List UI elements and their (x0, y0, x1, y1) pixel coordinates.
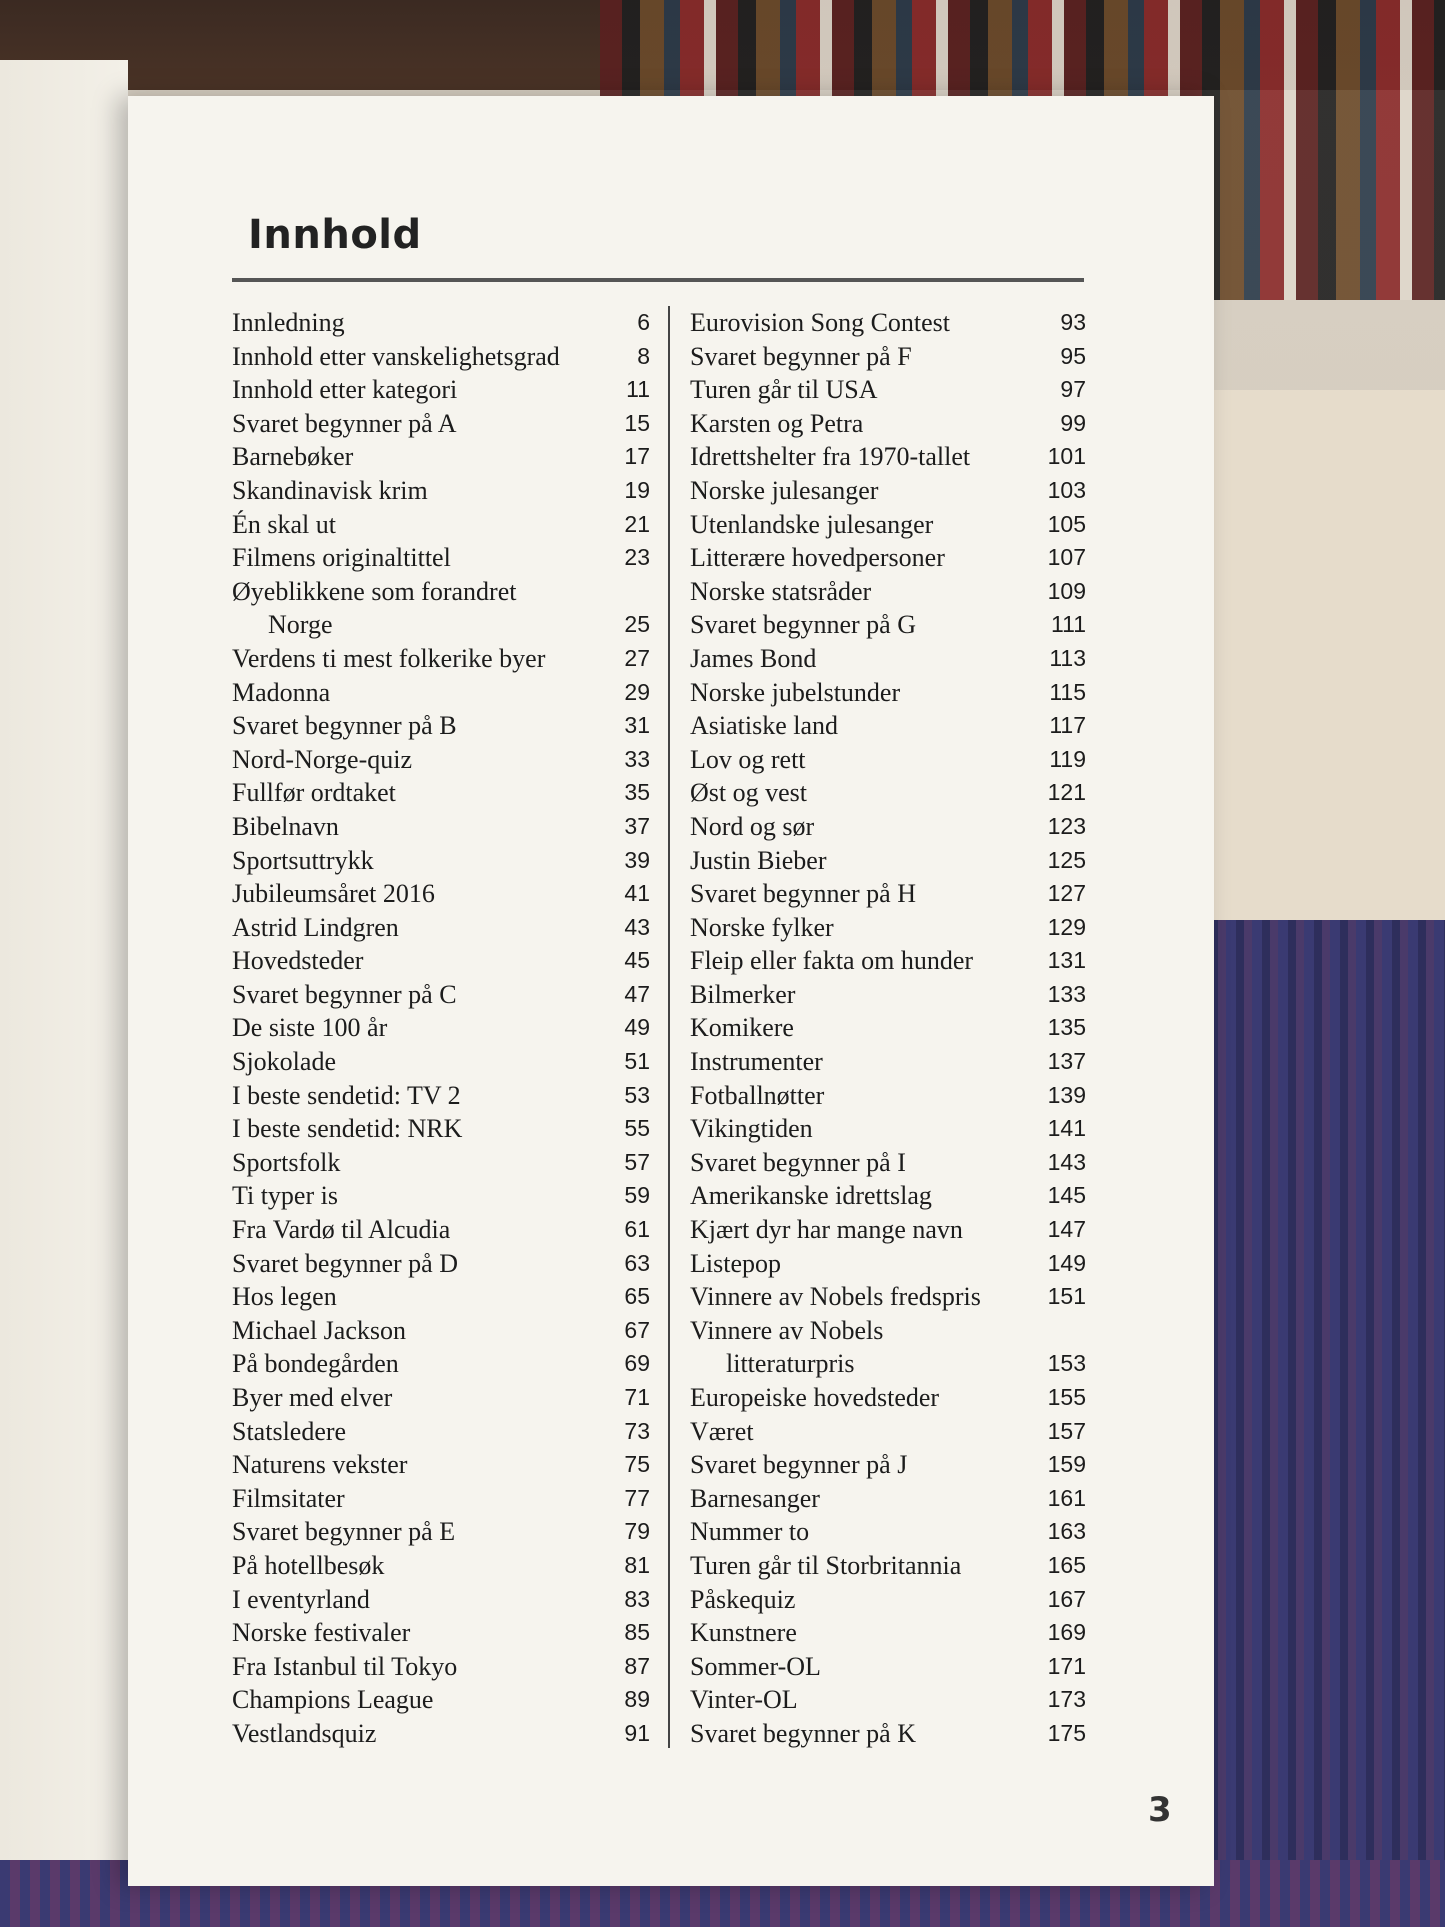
toc-entry-title: Litterære hovedpersoner (690, 543, 945, 573)
toc-entry-page: 77 (624, 1484, 650, 1511)
toc-entry (232, 1146, 650, 1180)
toc-entry-title: Bibelnavn (232, 811, 339, 841)
toc-entry-title: Fra Vardø til Alcudia (232, 1215, 451, 1245)
toc-entry-page: 133 (1047, 980, 1086, 1007)
toc-entry (232, 1179, 650, 1213)
toc-entry (232, 541, 650, 575)
toc-entry-title: Vikingtiden (690, 1114, 813, 1144)
toc-entry-title: På bondegården (232, 1349, 399, 1379)
toc-entry-title: Verdens ti mest folkerike byer (232, 643, 546, 673)
toc-entry-title: Svaret begynner på E (232, 1517, 456, 1547)
toc-entry-page: 67 (624, 1316, 650, 1343)
toc-entry (690, 1717, 1086, 1751)
toc-entry (690, 709, 1086, 743)
toc-entry (690, 340, 1086, 374)
toc-entry (690, 877, 1086, 911)
toc-entry (690, 1314, 1086, 1381)
toc-entry-title: Svaret begynner på I (690, 1147, 906, 1177)
toc-entry-page: 57 (624, 1148, 650, 1175)
toc-entry-page: 117 (1049, 712, 1086, 739)
toc-entry-title: Innhold etter vanskelighetsgrad (232, 341, 560, 371)
toc-entry-title: Astrid Lindgren (232, 912, 399, 942)
toc-entry (232, 676, 650, 710)
toc-entry-page: 135 (1047, 1014, 1086, 1041)
toc-entry-title: Svaret begynner på J (690, 1450, 908, 1480)
toc-entry (690, 642, 1086, 676)
toc-entry-page: 93 (1060, 309, 1086, 335)
toc-entry (232, 978, 650, 1012)
toc-entry-title: Øyeblikkene som forandret (232, 576, 517, 606)
toc-entry (690, 508, 1086, 542)
toc-entry-title: Sjokolade (232, 1047, 336, 1077)
toc-entry-page: 109 (1047, 577, 1086, 604)
toc-entry (232, 911, 650, 945)
toc-entry-page: 37 (624, 812, 650, 839)
toc-entry-page: 83 (624, 1585, 650, 1612)
toc-entry (232, 340, 650, 374)
toc-entry-title: Asiatiske land (690, 711, 839, 741)
toc-entry-title: Europeiske hovedsteder (690, 1383, 940, 1412)
toc-entry (690, 676, 1086, 710)
toc-entry-title: Svaret begynner på D (232, 1248, 458, 1278)
toc-entry-page: 121 (1047, 779, 1086, 806)
toc-entry (232, 1045, 650, 1079)
toc-entry-page: 79 (624, 1518, 650, 1545)
toc-entry-page: 159 (1047, 1451, 1086, 1478)
toc-entry-page: 151 (1047, 1283, 1086, 1310)
toc-entry (690, 1179, 1086, 1213)
toc-entry (232, 1683, 650, 1717)
toc-entry-title: Kjært dyr har mange navn (690, 1215, 963, 1245)
toc-entry-title: Fullfør ordtaket (232, 778, 396, 808)
toc-entry-title: Barnesanger (690, 1483, 820, 1513)
toc-entry-title: Jubileumsåret 2016 (232, 879, 435, 909)
toc-entry-page: 27 (624, 644, 650, 671)
toc-entry-title: Instrumenter (690, 1047, 823, 1077)
toc-entry-title: Vestlandsquiz (232, 1718, 377, 1748)
toc-entry-title: Turen går til USA (690, 375, 878, 405)
toc-entry-title: Komikere (690, 1013, 794, 1043)
toc-entry (690, 810, 1086, 844)
toc-entry (232, 810, 650, 844)
toc-entry-page: 53 (624, 1081, 650, 1108)
toc-entry-page: 173 (1047, 1686, 1086, 1713)
toc-entry (232, 1112, 650, 1146)
toc-entry (690, 1415, 1086, 1449)
toc-entry-title: I beste sendetid: TV 2 (232, 1080, 461, 1110)
toc-entry (232, 1616, 650, 1650)
toc-entry-page: 73 (624, 1417, 650, 1444)
toc-entry-page: 139 (1047, 1081, 1086, 1108)
toc-entry-page: 29 (624, 678, 650, 705)
toc-entry (690, 1011, 1086, 1045)
toc-entry-title: På hotellbesøk (232, 1550, 385, 1580)
toc-entry-page: 17 (624, 443, 650, 470)
toc-entry (690, 978, 1086, 1012)
toc-entry-page: 41 (624, 880, 650, 907)
toc-entry (232, 776, 650, 810)
toc-entry (232, 508, 650, 542)
toc-entry-page: 175 (1047, 1719, 1086, 1746)
toc-entry-page: 91 (624, 1719, 650, 1746)
toc-entry-title: Svaret begynner på G (690, 610, 916, 640)
toc-entry-title: Svaret begynner på K (690, 1718, 916, 1748)
toc-entry-page: 8 (637, 342, 650, 369)
toc-entry-title: Norske festivaler (232, 1618, 411, 1648)
toc-entry-page: 15 (624, 409, 650, 436)
toc-entry-title: I eventyrland (232, 1584, 370, 1614)
toc-entry (232, 1314, 650, 1348)
toc-entry-title: Sommer-OL (690, 1651, 821, 1681)
toc-entry-title: Skandinavisk krim (232, 475, 428, 505)
toc-entry (232, 474, 650, 508)
toc-entry (232, 575, 650, 642)
toc-entry-title: Én skal ut (232, 509, 336, 539)
toc-entry-page: 65 (624, 1283, 650, 1310)
toc-entry-page: 127 (1047, 880, 1086, 907)
toc-entry-page: 161 (1047, 1484, 1086, 1511)
toc-entry-page: 153 (1047, 1350, 1086, 1377)
toc-entry (232, 1448, 650, 1482)
toc-entry (232, 743, 650, 777)
toc-entry-page: 147 (1047, 1216, 1086, 1243)
toc-entry (690, 474, 1086, 508)
toc-entry (690, 776, 1086, 810)
toc-entry-title: Innledning (232, 308, 345, 337)
toc-entry-title: Fotballnøtter (690, 1080, 825, 1110)
toc-entry (232, 642, 650, 676)
toc-entry-page: 99 (1060, 409, 1086, 436)
toc-entry-page: 6 (637, 309, 650, 335)
toc-entry-title-continued: litteraturpris (726, 1349, 855, 1379)
toc-entry (690, 1213, 1086, 1247)
toc-entry-page: 47 (624, 980, 650, 1007)
toc-entry (232, 306, 650, 340)
toc-entry (232, 1347, 650, 1381)
toc-entry (232, 877, 650, 911)
background-wood-block (1200, 390, 1445, 920)
toc-entry-title: Idrettshelter fra 1970-tallet (690, 442, 971, 472)
toc-entry-title: Nummer to (690, 1517, 810, 1547)
page-title: Innhold (248, 212, 422, 258)
toc-entry-page: 157 (1047, 1417, 1086, 1444)
toc-entry-title: Svaret begynner på C (232, 979, 457, 1009)
toc-entry-title: Naturens vekster (232, 1450, 408, 1480)
toc-entry-title: Utenlandske julesanger (690, 509, 934, 539)
toc-entry (690, 743, 1086, 777)
toc-entry-title: Lov og rett (690, 744, 806, 774)
toc-entry-title-continued: Norge (268, 610, 333, 640)
toc-entry-page: 95 (1060, 342, 1086, 369)
toc-entry-title: I beste sendetid: NRK (232, 1114, 463, 1144)
toc-entry (690, 541, 1086, 575)
toc-entry (690, 1247, 1086, 1281)
toc-entry (690, 373, 1086, 407)
toc-entry-title: Filmsitater (232, 1483, 345, 1513)
toc-entry-page: 105 (1047, 510, 1086, 537)
toc-entry (690, 608, 1086, 642)
toc-entry-title: Svaret begynner på H (690, 879, 916, 909)
toc-entry (232, 1415, 650, 1449)
toc-entry (232, 1717, 650, 1751)
toc-entry (690, 1448, 1086, 1482)
toc-entry-title: Øst og vest (690, 778, 807, 808)
toc-entry-page: 45 (624, 947, 650, 974)
toc-entry-page: 21 (624, 510, 650, 537)
toc-entry (690, 1280, 1086, 1314)
toc-entry (232, 440, 650, 474)
toc-entry (232, 1515, 650, 1549)
toc-entry (232, 1079, 650, 1113)
toc-entry-page: 87 (624, 1652, 650, 1679)
toc-entry-title: Norske statsråder (690, 576, 872, 606)
toc-entry (232, 1381, 650, 1415)
toc-entry-title: Innhold etter kategori (232, 375, 458, 405)
toc-entry (690, 1381, 1086, 1415)
toc-entry-page: 165 (1047, 1551, 1086, 1578)
toc-entry-title: Barnebøker (232, 442, 354, 472)
toc-entry-page: 85 (624, 1619, 650, 1646)
toc-entry-title: Sportsuttrykk (232, 845, 374, 875)
page-number: 3 (1148, 1790, 1172, 1830)
heading-rule (232, 278, 1084, 282)
toc-entry-page: 143 (1047, 1148, 1086, 1175)
toc-entry-title: James Bond (690, 643, 817, 673)
toc-entry-title: Ti typer is (232, 1181, 338, 1211)
toc-entry-page: 23 (624, 544, 650, 571)
toc-entry-title: Nord-Norge-quiz (232, 744, 413, 774)
toc-entry-page: 145 (1047, 1182, 1086, 1209)
toc-entry-page: 69 (624, 1350, 650, 1377)
toc-entry-title: Svaret begynner på A (232, 408, 457, 438)
toc-entry-page: 155 (1047, 1384, 1086, 1410)
toc-entry-title: Justin Bieber (690, 845, 827, 875)
toc-entry-page: 51 (624, 1048, 650, 1075)
toc-entry-page: 113 (1049, 644, 1086, 671)
toc-entry-page: 141 (1047, 1115, 1086, 1142)
toc-entry-title: Michael Jackson (232, 1315, 407, 1345)
toc-entry-page: 125 (1047, 846, 1086, 873)
toc-entry-title: Hos legen (232, 1282, 337, 1312)
toc-entry (232, 373, 650, 407)
toc-entry (232, 1011, 650, 1045)
toc-entry-title: Norske jubelstunder (690, 677, 901, 707)
background-rug (1200, 920, 1445, 1927)
toc-entry-page: 129 (1047, 913, 1086, 940)
toc-entry-title: Vinnere av Nobels fredspris (690, 1282, 981, 1312)
toc-entry-page: 19 (624, 476, 650, 503)
toc-entry-page: 123 (1047, 812, 1086, 839)
toc-entry (690, 1112, 1086, 1146)
toc-entry-title: De siste 100 år (232, 1013, 388, 1043)
toc-entry-page: 89 (624, 1686, 650, 1713)
toc-entry-page: 33 (624, 745, 650, 772)
toc-entry (690, 844, 1086, 878)
toc-entry-page: 103 (1047, 476, 1086, 503)
toc-entry (232, 709, 650, 743)
column-divider (668, 306, 670, 1748)
toc-entry (232, 1650, 650, 1684)
toc-entry (690, 575, 1086, 609)
toc-entry-title: Champions League (232, 1685, 434, 1715)
toc-entry-title: Statsledere (232, 1416, 347, 1446)
toc-entry-title: Fra Istanbul til Tokyo (232, 1651, 458, 1681)
toc-entry-page: 11 (626, 376, 650, 403)
toc-entry (690, 1583, 1086, 1617)
toc-entry-page: 97 (1060, 376, 1086, 403)
toc-entry-page: 43 (624, 913, 650, 940)
toc-entry-page: 137 (1047, 1048, 1086, 1075)
toc-entry-page: 101 (1047, 443, 1086, 470)
toc-entry-title: Byer med elver (232, 1383, 393, 1412)
toc-entry-page: 75 (624, 1451, 650, 1478)
toc-entry (232, 1247, 650, 1281)
toc-entry (690, 1045, 1086, 1079)
toc-entry-title: Turen går til Storbritannia (690, 1550, 962, 1580)
toc-entry-page: 115 (1049, 678, 1086, 705)
toc-entry-page: 25 (624, 611, 650, 638)
toc-entry-title: Svaret begynner på F (690, 341, 912, 371)
toc-entry-page: 71 (624, 1384, 650, 1410)
toc-entry (690, 1650, 1086, 1684)
toc-entry (690, 1079, 1086, 1113)
toc-entry-page: 111 (1051, 611, 1086, 638)
toc-entry (232, 407, 650, 441)
facing-page-edge (0, 60, 128, 1860)
toc-entry-page: 169 (1047, 1619, 1086, 1646)
toc-entry-page: 35 (624, 779, 650, 806)
toc-entry-title: Vinnere av Nobels (690, 1315, 884, 1345)
toc-entry (232, 1482, 650, 1516)
toc-entry-title: Sportsfolk (232, 1147, 341, 1177)
toc-entry-title: Påskequiz (690, 1584, 796, 1614)
toc-entry (690, 1146, 1086, 1180)
toc-entry-title: Filmens originaltittel (232, 543, 451, 573)
toc-entry-title: Været (690, 1416, 754, 1446)
toc-entry (690, 1482, 1086, 1516)
toc-entry (232, 1583, 650, 1617)
toc-entry-page: 81 (624, 1551, 650, 1578)
toc-entry (690, 1515, 1086, 1549)
toc-entry-title: Bilmerker (690, 979, 796, 1009)
toc-entry (690, 1683, 1086, 1717)
toc-entry (232, 944, 650, 978)
toc-entry (690, 911, 1086, 945)
toc-entry-title: Vinter-OL (690, 1685, 798, 1715)
toc-entry-title: Nord og sør (690, 811, 815, 841)
toc-entry-title: Norske julesanger (690, 475, 879, 505)
toc-entry-page: 63 (624, 1249, 650, 1276)
toc-entry-page: 55 (624, 1115, 650, 1142)
toc-entry-title: Listepop (690, 1248, 781, 1278)
toc-entry-page: 39 (624, 846, 650, 873)
toc-entry-title: Amerikanske idrettslag (690, 1181, 932, 1211)
toc-entry (690, 407, 1086, 441)
toc-entry (232, 1549, 650, 1583)
toc-entry (232, 844, 650, 878)
toc-entry-title: Hovedsteder (232, 946, 364, 976)
toc-entry-title: Fleip eller fakta om hunder (690, 946, 974, 976)
toc-entry-title: Madonna (232, 677, 331, 707)
toc-entry-title: Karsten og Petra (690, 408, 864, 438)
toc-entry-title: Svaret begynner på B (232, 711, 457, 741)
toc-entry-page: 167 (1047, 1585, 1086, 1612)
toc-entry (232, 1280, 650, 1314)
toc-entry (232, 1213, 650, 1247)
toc-entry-page: 163 (1047, 1518, 1086, 1545)
toc-entry-page: 31 (624, 712, 650, 739)
toc-entry (690, 944, 1086, 978)
toc-entry-title: Eurovision Song Contest (690, 308, 951, 337)
toc-entry-title: Norske fylker (690, 912, 834, 942)
toc-entry (690, 1616, 1086, 1650)
toc-entry-page: 49 (624, 1014, 650, 1041)
toc-entry (690, 306, 1086, 340)
toc-right-column (690, 306, 1086, 1751)
toc-entry (690, 440, 1086, 474)
toc-left-column (232, 306, 650, 1751)
toc-entry-page: 61 (624, 1216, 650, 1243)
toc-entry-page: 107 (1047, 544, 1086, 571)
toc-entry-page: 149 (1047, 1249, 1086, 1276)
toc-entry (690, 1549, 1086, 1583)
toc-entry-page: 131 (1047, 947, 1086, 974)
toc-entry-page: 119 (1049, 745, 1086, 772)
toc-entry-page: 59 (624, 1182, 650, 1209)
toc-entry-title: Kunstnere (690, 1618, 797, 1648)
toc-entry-page: 171 (1047, 1652, 1086, 1679)
